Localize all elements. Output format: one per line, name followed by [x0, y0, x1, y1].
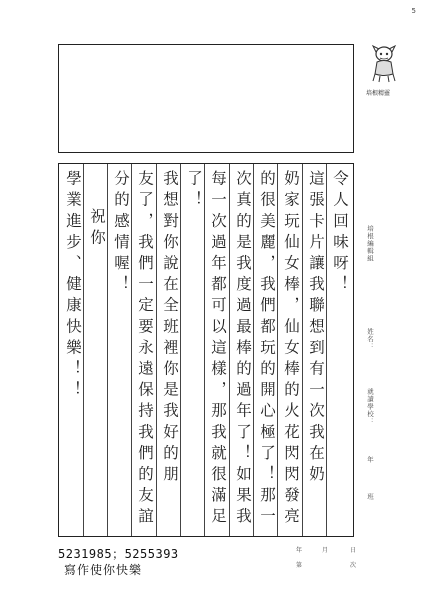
essay-grid: [58, 163, 354, 537]
essay-column-2: 這張卡片讓我聯想到有一次我在奶: [307, 170, 325, 487]
essay-column-9: 友了，我們一定要永遠保持我們的友誼: [136, 170, 154, 529]
school-label: 就讀學校：: [366, 388, 374, 426]
essay-column-7: 了！: [185, 170, 203, 213]
date-issue-prefix: 第: [296, 562, 303, 569]
essay-column-1: 令人回味呀！: [331, 170, 349, 297]
essay-column-3: 奶家玩仙女棒，仙女棒的火花閃閃發亮: [282, 170, 300, 529]
publisher-label: 培根編輯組: [366, 225, 374, 263]
class-label: 班: [366, 493, 374, 501]
name-label: 姓名：: [366, 328, 374, 351]
page-number: 5: [411, 7, 416, 15]
phone-numbers: 5231985；5255393: [58, 547, 179, 561]
date-year-label: 年: [296, 547, 303, 554]
mascot-icon: [370, 44, 398, 84]
slogan: 寫作使你快樂: [64, 563, 143, 577]
essay-column-5: 次真的是我度過最棒的過年了！如果我: [234, 170, 252, 529]
date-issue-suffix: 次: [350, 562, 357, 569]
essay-column-10: 分的感情喔！: [112, 170, 130, 297]
essay-column-6: 每一次過年都可以這樣，那我就很滿足: [209, 170, 227, 529]
teacher-comment-box: [58, 44, 354, 153]
mascot-logo: [370, 44, 398, 84]
essay-column-8: 我想對你說在全班裡你是我好的朋: [161, 170, 179, 487]
mascot-label: 培根精靈: [366, 90, 391, 97]
essay-column-4: 的很美麗，我們都玩的開心極了！那一: [258, 170, 276, 529]
date-month-label: 月: [322, 547, 329, 554]
essay-column-11: 祝你: [88, 208, 106, 251]
date-day-label: 日: [350, 547, 357, 554]
essay-column-12: 學業進步、健康快樂！！: [64, 170, 82, 403]
grade-label: 年: [366, 456, 374, 464]
